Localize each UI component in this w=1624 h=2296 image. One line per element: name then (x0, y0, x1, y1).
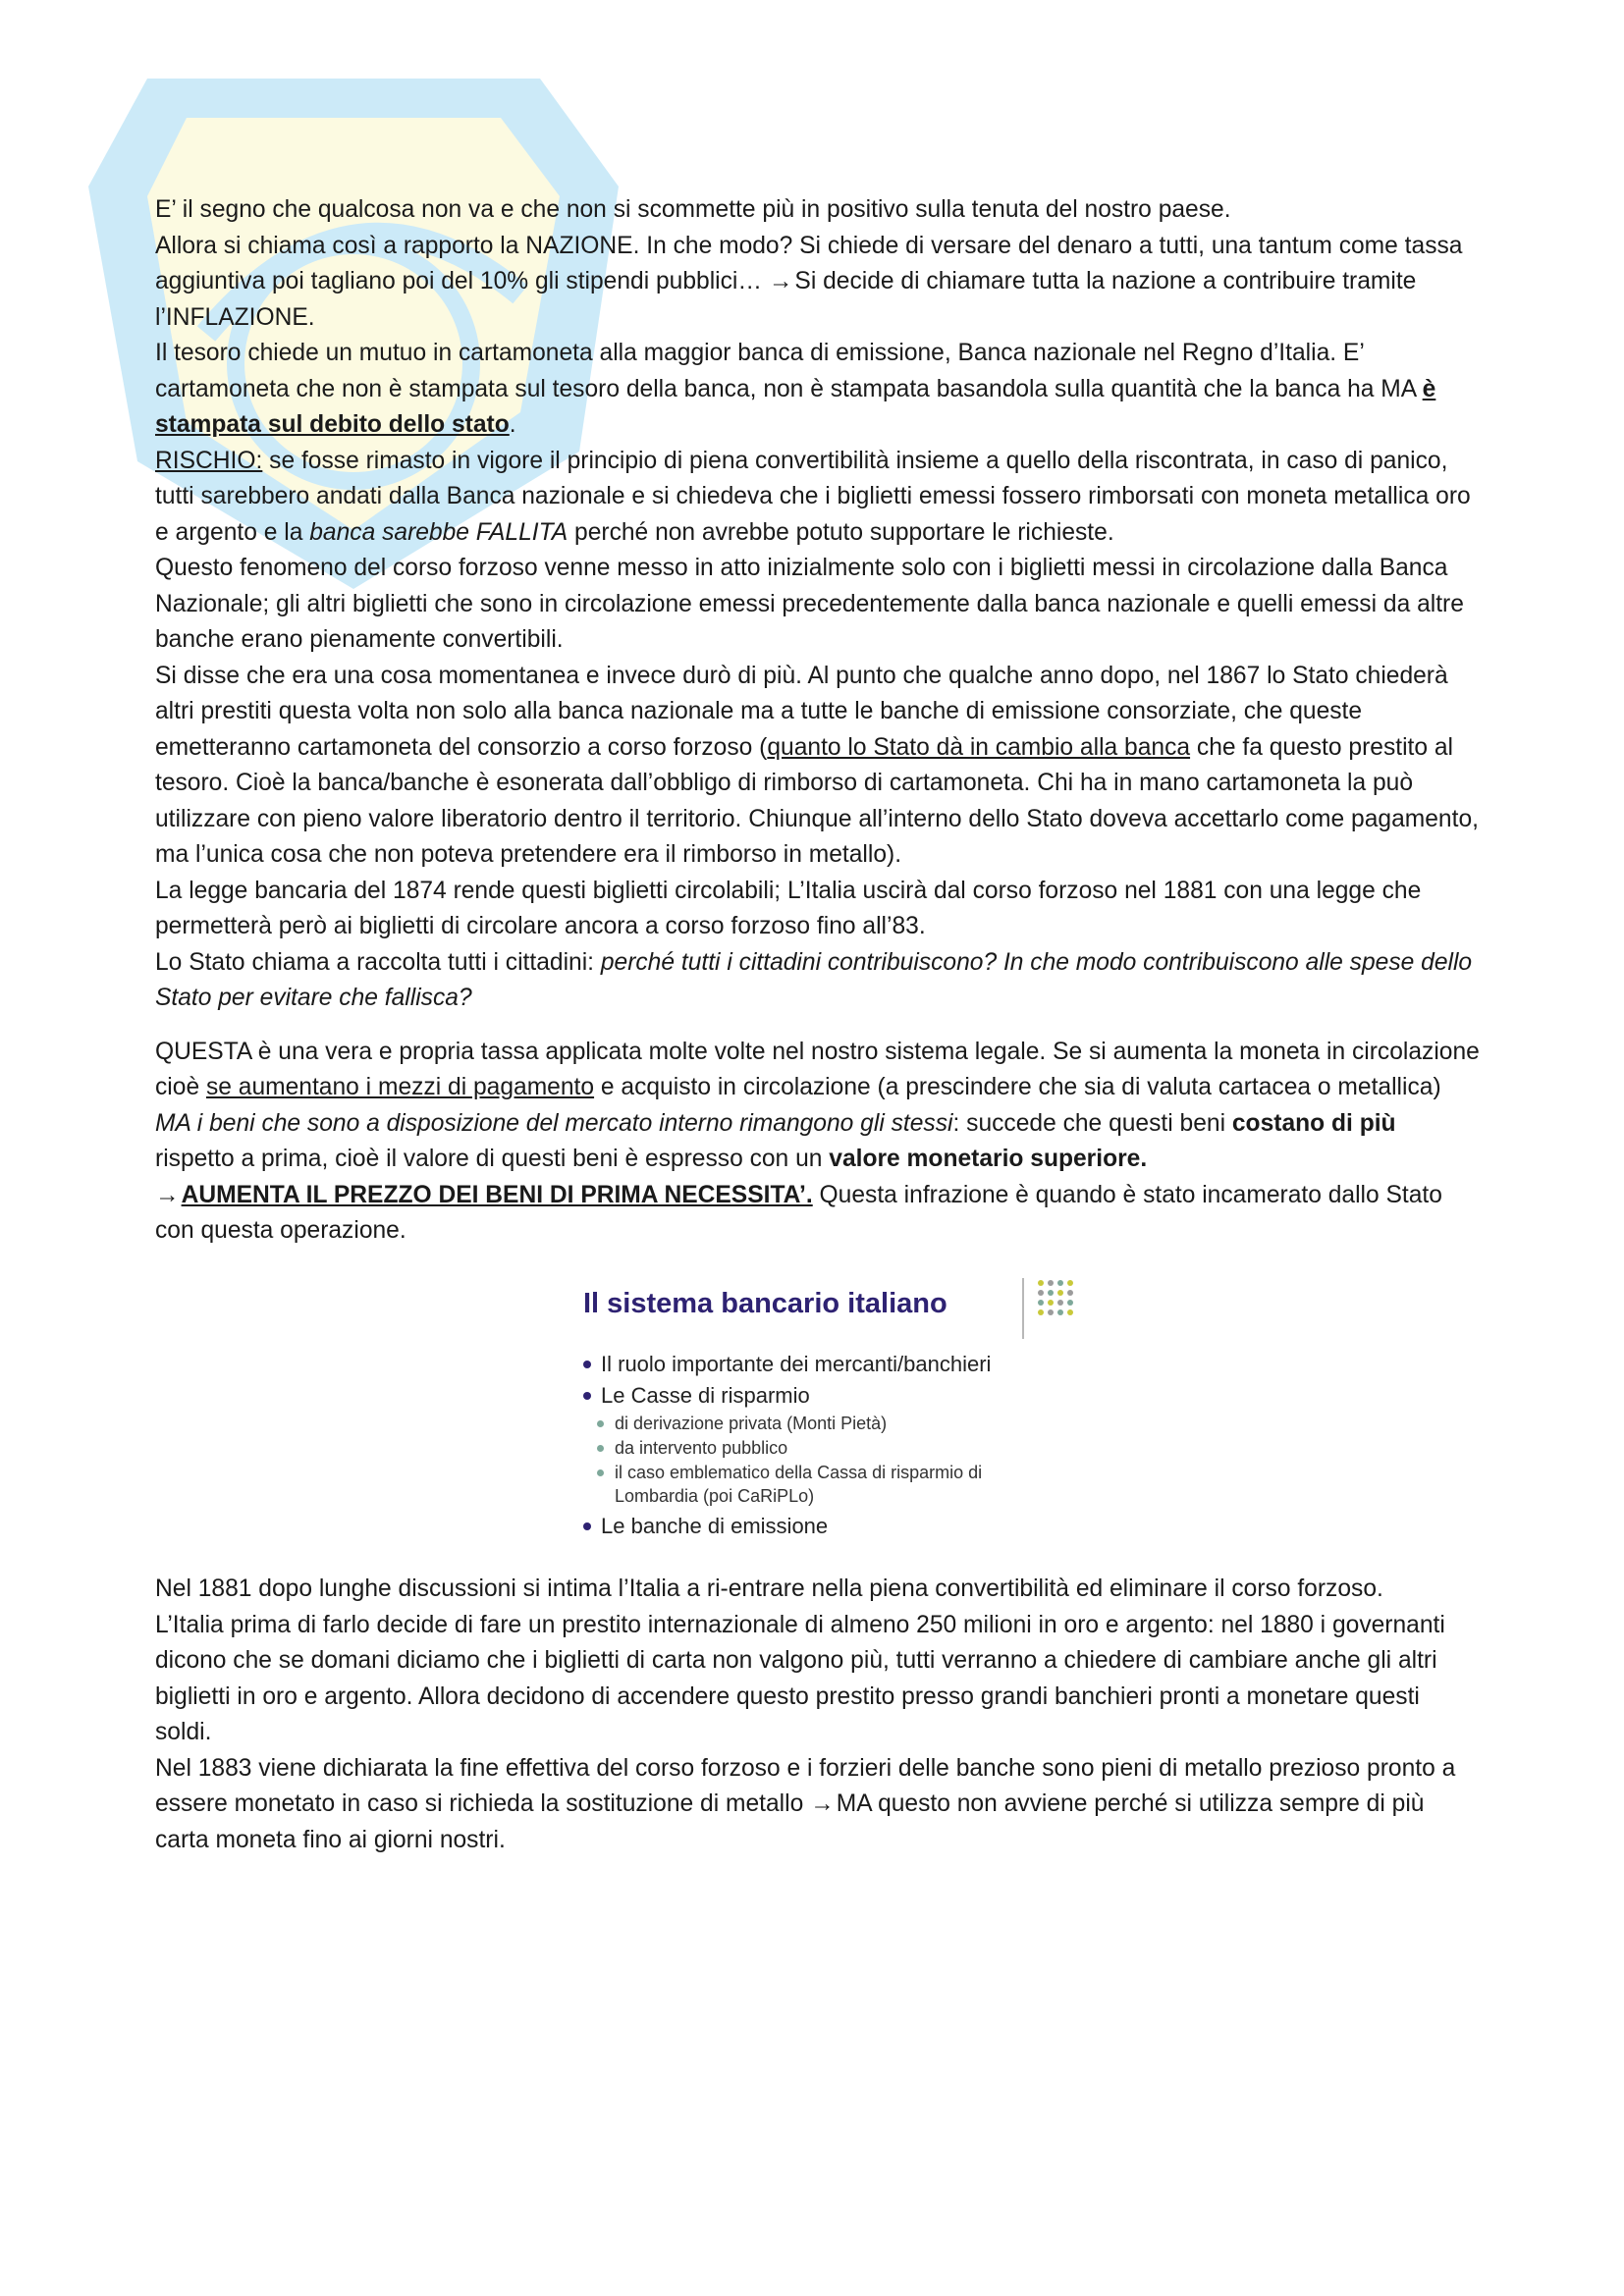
slide-dot (1038, 1309, 1044, 1315)
slide-dot (1067, 1300, 1073, 1306)
slide-bullet-list (583, 1349, 1094, 1542)
slide-dot (1057, 1309, 1063, 1315)
paragraph: L’Italia prima di farlo decide di fare un prestito internazionale di almeno 250 milioni in oro e argento: nel 1880 i governanti dicono che se domani diciamo che i biglietti di carta non valgono più, tutti verranno a chiedere di cambiare anche gli altri biglietti in oro e argento. Allora decidono di accendere questo prestito presso grandi banchieri pronti a monetare questi soldi. (155, 1611, 1445, 1745)
text-section-2 (155, 1572, 1481, 1858)
paragraph: Si disse che era una cosa momentanea e invece durò di più. Al punto che qualche anno dopo, nel 1867 lo Stato chiederà altri prestiti questa volta non solo alla banca nazionale ma a tutte le banche di emissione consorziate, che queste emetteranno cartamoneta del consorzio a corso forzoso (quanto lo Stato dà in cambio alla banca che fa questo prestito al tesoro. Cioè la banca/banche è esonerata dall’obbligo di rimborso di cartamoneta. Chi ha in mano cartamoneta la può utilizzare con pieno valore liberatorio dentro il territorio. Chiunque all’interno dello Stato doveva accettarlo come pagamento, ma l’unica cosa che non poteva pretendere era il rimborso in metallo). (155, 662, 1479, 868)
list-item: Le Casse di risparmio (583, 1380, 1094, 1412)
arrow-right-icon: → (155, 1181, 180, 1208)
risk-label: RISCHIO: (155, 447, 263, 474)
arrow-right-icon: → (768, 268, 793, 294)
slide-dot (1067, 1280, 1073, 1286)
slide-dot (1057, 1290, 1063, 1296)
paragraph: Lo Stato chiama a raccolta tutti i cittadini: perché tutti i cittadini contribuiscono? In che modo contribuiscono alle spese dello Stato per evitare che fallisca? (155, 948, 1473, 1011)
list-item: da intervento pubblico (583, 1436, 1094, 1461)
paragraph: QUESTA è una vera e propria tassa applicata molte volte nel nostro sistema legale. Se si aumenta la moneta in circolazione cioè se aumentano i mezzi di pagamento e acquisto in circolazione (a prescindere che sia di valuta cartacea o metallica) MA i beni che sono a disposizione del mercato interno rimangono gli stessi: succede che questi beni costano di più rispetto a prima, cioè il valore di questi beni è espresso con un valore monetario superiore. →AUMENTA IL PREZZO DEI BENI DI PRIMA NECESSITA’. Questa infrazione è quando è stato incamerato dallo Stato con questa operazione. (155, 1038, 1480, 1244)
paragraph: RISCHIO: se fosse rimasto in vigore il principio di piena convertibilità insieme a quello della riscontrata, in caso di panico, tutti sarebbero andati dalla Banca nazionale e si chiedeva che i biglietti emessi fossero rimborsati con moneta metallica oro e argento e la banca sarebbe FALLITA perché non avrebbe potuto supportare le richieste. (155, 447, 1471, 546)
slide-dot (1057, 1280, 1063, 1286)
arrow-right-icon: → (810, 1790, 835, 1817)
list-item: di derivazione privata (Monti Pietà) (583, 1412, 1094, 1436)
list-item: il caso emblematico della Cassa di risparmio di (583, 1461, 1094, 1485)
list-item: Il ruolo importante dei mercanti/banchieri (583, 1349, 1094, 1380)
slide-dot (1057, 1300, 1063, 1306)
slide-dot (1048, 1290, 1054, 1296)
slide-dot-grid (1038, 1280, 1077, 1321)
paragraph: Allora si chiama così a rapporto la NAZIONE. In che modo? Si chiede di versare del denaro a tutti, una tantum come tassa aggiuntiva poi tagliano poi del 10% gli stipendi pubblici… →Si decide di chiamare tutta la nazione a contribuire tramite l’INFLAZIONE. (155, 232, 1463, 331)
paragraph: E’ il segno che qualcosa non va e che non si scommette più in positivo sulla tenuta del nostro paese. (155, 196, 1231, 223)
slide-dot (1048, 1280, 1054, 1286)
slide-dot (1038, 1280, 1044, 1286)
list-item: Le banche di emissione (583, 1511, 1094, 1542)
paragraph: Nel 1881 dopo lunghe discussioni si intima l’Italia a ri-entrare nella piena convertibilità ed eliminare il corso forzoso. (155, 1575, 1383, 1602)
paragraph: Nel 1883 viene dichiarata la fine effettiva del corso forzoso e i forzieri delle banche sono pieni di metallo prezioso pronto a essere monetato in caso si richieda la sostituzione di metallo →MA questo non avviene perché si utilizza sempre di più carta moneta fino ai giorni nostri. (155, 1754, 1456, 1853)
paragraph: Questo fenomeno del corso forzoso venne messo in atto inizialmente solo con i biglietti messi in circolazione dalla Banca Nazionale; gli altri biglietti che sono in circolazione emessi precedentemente dalla banca nazionale e quelli emessi da altre banche erano pienamente convertibili. (155, 555, 1464, 653)
slide-dot (1048, 1309, 1054, 1315)
paragraph: La legge bancaria del 1874 rende questi biglietti circolabili; L’Italia uscirà dal corso forzoso nel 1881 con una legge che permetterà però ai biglietti di circolare ancora a corso forzoso fino all’83. (155, 877, 1422, 939)
slide-divider (1022, 1278, 1024, 1339)
slide-dot (1067, 1290, 1073, 1296)
list-item: Lombardia (poi CaRiPLo) (615, 1486, 815, 1506)
text-section-1 (155, 192, 1481, 1250)
slide-image (565, 1268, 1075, 1563)
slide-dot (1038, 1300, 1044, 1306)
slide-title: Il sistema bancario italiano (583, 1288, 947, 1319)
paragraph: Il tesoro chiede un mutuo in cartamoneta alla maggior banca di emissione, Banca nazionale nel Regno d’Italia. E’ cartamoneta che non è stampata sul tesoro della banca, non è stampata basandola sulla quantità che la banca ha MA è stampata sul debito dello stato. (155, 340, 1436, 438)
slide-dot (1048, 1300, 1054, 1306)
slide-dot (1038, 1290, 1044, 1296)
slide-dot (1067, 1309, 1073, 1315)
